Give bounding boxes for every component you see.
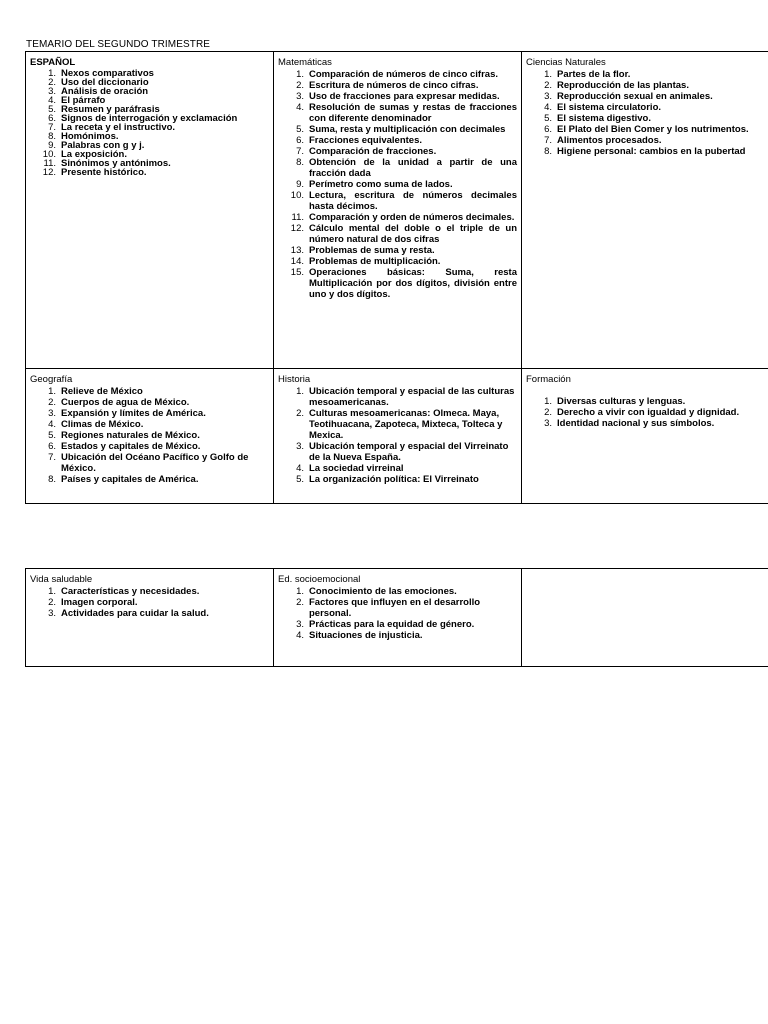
cell-ciencias	[522, 52, 768, 369]
list-item	[526, 80, 765, 91]
list-item-number: 2.	[48, 597, 56, 608]
list-item-text: Suma, resta y multiplicación con decimales	[309, 124, 506, 135]
topic-list-espanol	[30, 69, 269, 177]
list-item-text: Ubicación temporal y espacial del Virreinato de la Nueva España.	[309, 441, 509, 463]
list-item	[526, 69, 765, 80]
list-item-text: Presente histórico.	[61, 167, 147, 178]
list-item-number: 6.	[296, 135, 304, 146]
list-item-number: 5.	[296, 124, 304, 135]
list-item	[526, 102, 765, 113]
list-item-number: 5.	[48, 430, 56, 441]
list-item	[278, 124, 517, 135]
list-item-text: Derecho a vivir con igualdad y dignidad.	[557, 407, 740, 418]
list-item-text: Signos de interrogación y exclamación	[61, 113, 238, 124]
list-item-text: Problemas de suma y resta.	[309, 245, 435, 256]
list-item-text: Problemas de multiplicación.	[309, 256, 441, 267]
list-item-text: Homónimos.	[61, 131, 119, 142]
list-item-text: Conocimiento de las emociones.	[309, 586, 457, 597]
topic-list-matematicas	[278, 69, 517, 300]
list-item-number: 6.	[48, 441, 56, 452]
list-item-text: El párrafo	[61, 95, 106, 106]
list-item	[278, 245, 517, 256]
list-item-number: 2.	[296, 80, 304, 91]
subject-title-matematicas: Matemáticas	[278, 57, 332, 68]
cell-espanol	[26, 52, 274, 369]
list-item	[278, 619, 517, 630]
list-item-number: 8.	[544, 146, 552, 157]
cell-empty	[522, 569, 768, 667]
subject-title-espanol: ESPAÑOL	[30, 57, 76, 68]
list-item-text: Climas de México.	[61, 419, 144, 430]
table-row	[26, 369, 768, 504]
list-item-text: Fracciones equivalentes.	[309, 135, 422, 146]
list-item	[30, 419, 269, 430]
list-item	[526, 396, 765, 407]
list-item-text: Cálculo mental del doble o el triple de un número natural de dos cifras	[309, 223, 517, 245]
list-item	[278, 146, 517, 157]
list-item-text: Nexos comparativos	[61, 68, 154, 79]
list-item	[278, 223, 517, 245]
list-item-number: 7.	[544, 135, 552, 146]
list-item	[526, 113, 765, 124]
list-item-text: Países y capitales de América.	[61, 474, 199, 485]
list-item	[30, 430, 269, 441]
list-item	[278, 91, 517, 102]
list-item-text: Identidad nacional y sus símbolos.	[557, 418, 715, 429]
list-item-number: 9.	[296, 179, 304, 190]
list-item-text: Comparación de números de cinco cifras.	[309, 69, 498, 80]
list-item-number: 3.	[296, 91, 304, 102]
list-item-text: Prácticas para la equidad de género.	[309, 619, 475, 630]
syllabus-table	[25, 51, 768, 504]
list-item-number: 6.	[544, 124, 552, 135]
topic-list-vida-saludable	[30, 586, 269, 619]
list-item-text: Ubicación temporal y espacial de las culturas mesoamericanas.	[309, 386, 515, 408]
subject-title-vida-saludable: Vida saludable	[30, 574, 93, 585]
list-item-text: Imagen corporal.	[61, 597, 138, 608]
list-item	[278, 630, 517, 641]
list-item	[278, 586, 517, 597]
list-item-text: Ubicación del Océano Pacífico y Golfo de México.	[61, 452, 249, 474]
subject-title-historia: Historia	[278, 374, 311, 385]
list-item-number: 7.	[48, 452, 56, 463]
list-item-text: Obtención de la unidad a partir de una fracción dada	[309, 157, 517, 179]
list-item-text: El sistema digestivo.	[557, 113, 651, 124]
list-item-text: Situaciones de injusticia.	[309, 630, 423, 641]
list-item-text: Palabras con g y j.	[61, 140, 145, 151]
list-item-number: 4.	[48, 95, 56, 106]
list-item	[526, 146, 765, 157]
list-item	[30, 608, 269, 619]
list-item-text: Factores que influyen en el desarrollo personal.	[309, 597, 481, 619]
list-item-text: La exposición.	[61, 149, 127, 160]
list-item-number: 3.	[296, 441, 304, 452]
list-item-text: Resolución de sumas y restas de fracciones con diferente denominador	[309, 102, 517, 124]
list-item-text: Higiene personal: cambios en la pubertad	[557, 146, 746, 157]
list-item-text: Culturas mesoamericanas: Olmeca. Maya, Teotihuacana, Zapoteca, Mixteca, Tolteca y Mexica.	[309, 408, 503, 441]
list-item-text: La organización política: El Virreinato	[309, 474, 479, 485]
list-item-number: 9.	[48, 140, 56, 151]
list-item	[30, 408, 269, 419]
topic-list-geografia	[30, 386, 269, 485]
list-item	[30, 441, 269, 452]
list-item	[278, 80, 517, 91]
document-title: TEMARIO DEL SEGUNDO TRIMESTRE	[26, 39, 211, 50]
list-item-text: Comparación y orden de números decimales.	[309, 212, 515, 223]
list-item-number: 5.	[544, 113, 552, 124]
cell-socioemocional	[274, 569, 522, 667]
list-item-number: 3.	[48, 86, 56, 97]
list-item	[278, 474, 517, 485]
list-item-number: 4.	[296, 102, 304, 113]
list-item-number: 7.	[48, 122, 56, 133]
list-item-number: 2.	[48, 77, 56, 88]
syllabus-table-secondary	[25, 568, 768, 667]
list-item	[278, 69, 517, 80]
list-item-number: 1.	[296, 386, 304, 397]
list-item-number: 2.	[296, 597, 304, 608]
list-item	[278, 256, 517, 267]
list-item-text: La receta y el instructivo.	[61, 122, 176, 133]
list-item-text: Reproducción de las plantas.	[557, 80, 689, 91]
list-item	[278, 463, 517, 474]
list-item-text: Uso de fracciones para expresar medidas.	[309, 91, 500, 102]
subject-title-formacion: Formación	[526, 374, 571, 385]
list-item-text: Reproducción sexual en animales.	[557, 91, 713, 102]
list-item-text: Perímetro como suma de lados.	[309, 179, 453, 190]
list-item-text: El Plato del Bien Comer y los nutrimentos.	[557, 124, 749, 135]
table-row	[26, 569, 768, 667]
list-item-text: Uso del diccionario	[61, 77, 149, 88]
subject-title-socioemocional: Ed. socioemocional	[278, 574, 361, 585]
list-item-number: 4.	[296, 463, 304, 474]
list-item-text: Operaciones básicas: Suma, resta Multiplicación por dos dígitos, división entre uno y dos dígitos.	[309, 267, 517, 300]
list-item	[278, 386, 517, 408]
list-item-number: 8.	[48, 474, 56, 485]
list-item-text: Resumen y paráfrasis	[61, 104, 160, 115]
list-item-text: Lectura, escritura de números decimales hasta décimos.	[309, 190, 517, 212]
list-item-text: Relieve de México	[61, 386, 143, 397]
list-item-number: 5.	[48, 104, 56, 115]
list-item	[30, 597, 269, 608]
list-item	[278, 597, 517, 619]
list-item	[278, 135, 517, 146]
list-item-text: Expansión y límites de América.	[61, 408, 206, 419]
list-item-text: Actividades para cuidar la salud.	[61, 608, 209, 619]
topic-list-historia	[278, 386, 517, 485]
list-item-text: Regiones naturales de México.	[61, 430, 200, 441]
list-item-number: 1.	[544, 396, 552, 407]
list-item	[30, 474, 269, 485]
list-item-number: 2.	[48, 397, 56, 408]
list-item-text: El sistema circulatorio.	[557, 102, 662, 113]
list-item-number: 12.	[42, 167, 56, 178]
list-item	[30, 397, 269, 408]
list-item-number: 1.	[296, 69, 304, 80]
list-item-number: 5.	[296, 474, 304, 485]
list-item	[526, 407, 765, 418]
topic-list-socioemocional	[278, 586, 517, 641]
list-item-number: 6.	[48, 113, 56, 124]
list-item-number: 7.	[296, 146, 304, 157]
list-item	[30, 386, 269, 397]
list-item-number: 12.	[290, 223, 304, 234]
list-item-text: Alimentos procesados.	[557, 135, 662, 146]
list-item-text: Sinónimos y antónimos.	[61, 158, 171, 169]
list-item	[278, 441, 517, 463]
list-item-number: 10.	[290, 190, 304, 201]
list-item-number: 8.	[296, 157, 304, 168]
list-item	[30, 452, 269, 474]
cell-formacion	[522, 369, 768, 504]
subject-title-ciencias: Ciencias Naturales	[526, 57, 606, 68]
list-item-number: 13.	[290, 245, 304, 256]
list-item-number: 1.	[48, 68, 56, 79]
list-item-number: 3.	[544, 91, 552, 102]
cell-geografia	[26, 369, 274, 504]
list-item-number: 14.	[290, 256, 304, 267]
list-item	[278, 267, 517, 300]
list-item-number: 3.	[544, 418, 552, 429]
list-item-text: Cuerpos de agua de México.	[61, 397, 190, 408]
list-item-number: 2.	[296, 408, 304, 419]
list-item	[278, 102, 517, 124]
list-item-text: Estados y capitales de México.	[61, 441, 201, 452]
list-item-number: 1.	[48, 586, 56, 597]
list-item-text: Comparación de fracciones.	[309, 146, 437, 157]
list-item-number: 1.	[296, 586, 304, 597]
list-item	[526, 91, 765, 102]
list-item-number: 10.	[42, 149, 56, 160]
list-item-number: 15.	[290, 267, 304, 278]
subject-title-geografia: Geografía	[30, 374, 73, 385]
topic-list-ciencias	[526, 69, 765, 157]
list-item-number: 3.	[48, 408, 56, 419]
cell-historia	[274, 369, 522, 504]
list-item	[30, 586, 269, 597]
topic-list-formacion	[526, 396, 765, 429]
list-item-text: Análisis de oración	[61, 86, 149, 97]
list-item-number: 1.	[544, 69, 552, 80]
list-item-number: 11.	[43, 158, 56, 169]
list-item-number: 4.	[48, 419, 56, 430]
list-item	[30, 168, 269, 177]
list-item-number: 3.	[296, 619, 304, 630]
list-item-number: 11.	[291, 212, 304, 223]
list-item-text: Características y necesidades.	[61, 586, 200, 597]
list-item	[526, 418, 765, 429]
list-item	[526, 124, 765, 135]
list-item	[526, 135, 765, 146]
list-item	[278, 408, 517, 441]
list-item	[278, 212, 517, 223]
list-item	[278, 190, 517, 212]
list-item-number: 4.	[544, 102, 552, 113]
list-item	[278, 179, 517, 190]
list-item-number: 1.	[48, 386, 56, 397]
list-item-text: La sociedad virreinal	[309, 463, 404, 474]
list-item-number: 2.	[544, 80, 552, 91]
list-item-number: 4.	[296, 630, 304, 641]
cell-vida-saludable	[26, 569, 274, 667]
cell-matematicas	[274, 52, 522, 369]
list-item-number: 3.	[48, 608, 56, 619]
list-item-number: 8.	[48, 131, 56, 142]
list-item-text: Partes de la flor.	[557, 69, 631, 80]
table-row	[26, 52, 768, 369]
list-item-text: Escritura de números de cinco cifras.	[309, 80, 479, 91]
list-item-number: 2.	[544, 407, 552, 418]
list-item-text: Diversas culturas y lenguas.	[557, 396, 686, 407]
list-item	[278, 157, 517, 179]
